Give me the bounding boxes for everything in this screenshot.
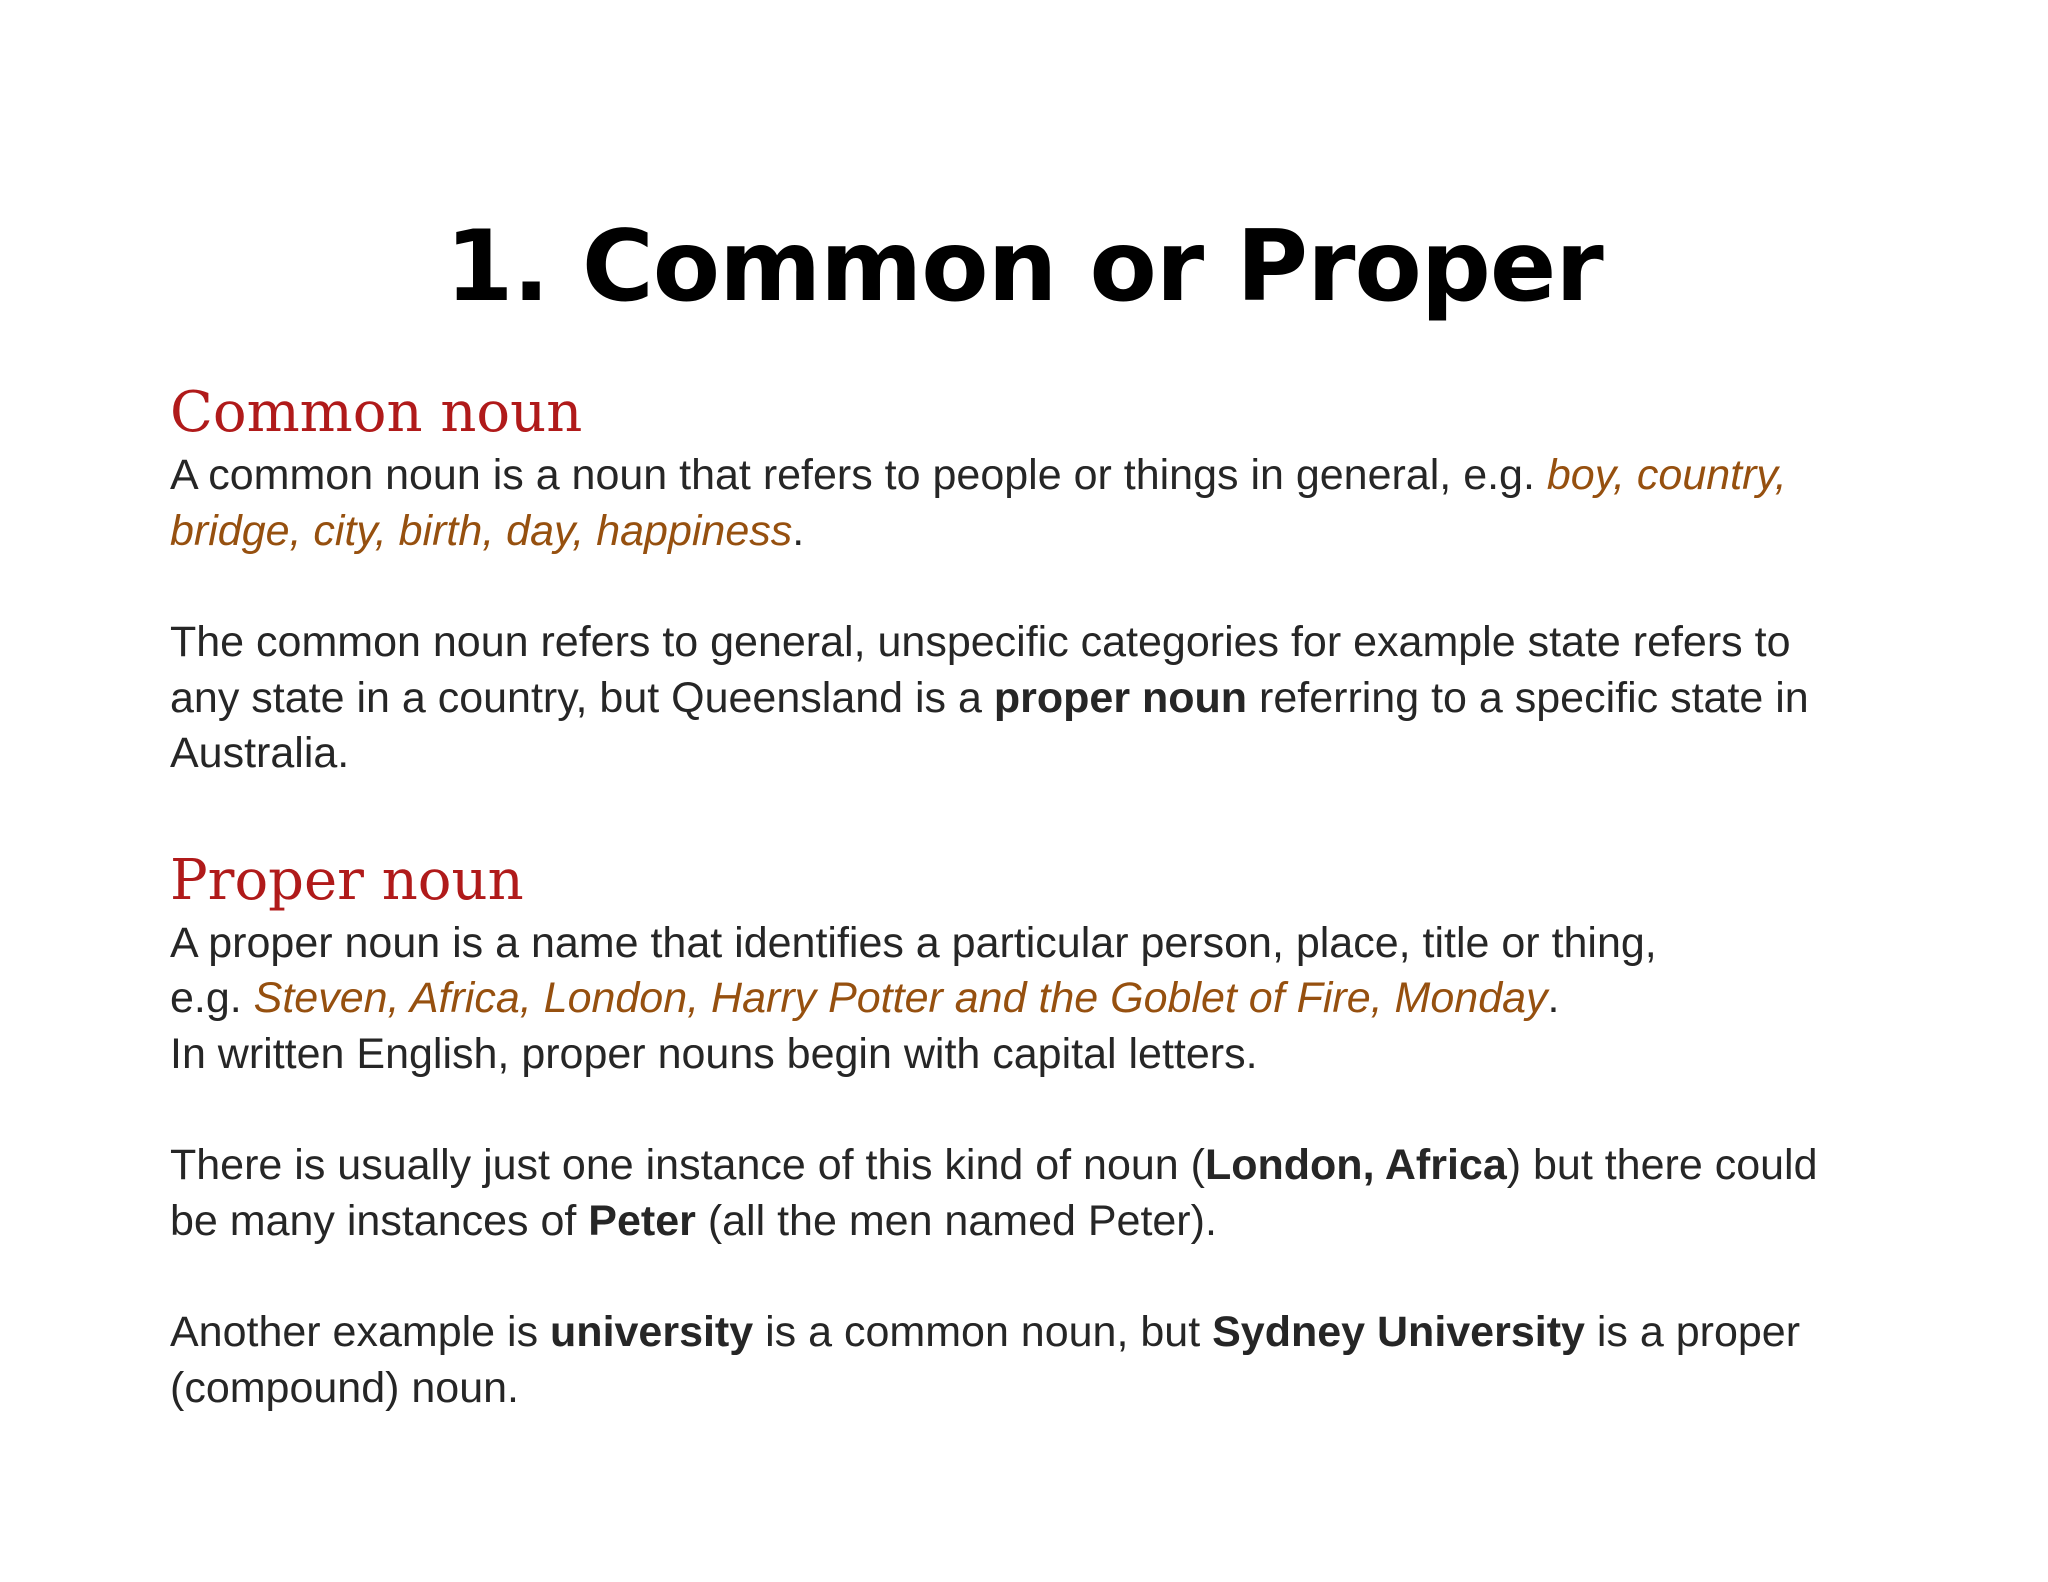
instances-part1: There is usually just one instance of this kind of noun ( [170, 1141, 1205, 1189]
common-noun-explanation [170, 615, 1830, 782]
common-definition-lead: A common noun is a noun that refers to people or things in general, e.g. [170, 451, 1547, 499]
proper-noun-another-example [170, 1305, 1830, 1416]
another-bold2: Sydney University [1212, 1308, 1585, 1356]
spacer [170, 1082, 1830, 1138]
spacer [170, 782, 1830, 846]
common-noun-examples: boy, country, bridge, city, birth, day, happiness [170, 451, 1787, 555]
instances-bold1: London, Africa [1204, 1141, 1507, 1189]
another-bold1: university [550, 1308, 754, 1356]
proper-noun-examples: Steven, Africa, London, Harry Potter and the Goblet of Fire, Monday [253, 974, 1548, 1022]
common-explanation-bold: proper noun [993, 673, 1248, 722]
common-explanation-part1: The common noun refers to general, unspecific categories for example state refers to any state in a country, but Queensland is a [170, 618, 1791, 722]
common-explanation-part2: referring to a specific state in Australia. [170, 673, 1809, 777]
proper-noun-definition [170, 916, 1830, 1083]
spacer [170, 1249, 1830, 1305]
common-noun-heading: Common noun [170, 380, 583, 445]
common-noun-definition [170, 448, 1830, 559]
another-part2: is a common noun, but [753, 1308, 1213, 1356]
slide-title: 1. Common or Proper [445, 210, 1603, 324]
proper-definition-eg: e.g. [170, 974, 254, 1022]
instances-part2: ) but there could be many instances of [170, 1141, 1818, 1245]
proper-noun-heading: Proper noun [170, 847, 524, 913]
instances-part3: (all the men named Peter). [695, 1196, 1217, 1245]
common-definition-end: . [792, 506, 805, 555]
another-part3: is a proper (compound) noun. [170, 1308, 1801, 1412]
proper-definition-end: . [1547, 974, 1560, 1022]
instances-bold2: Peter [588, 1196, 696, 1245]
spacer [170, 559, 1830, 615]
proper-definition-line3: In written English, proper nouns begin with capital letters. [170, 1029, 1258, 1078]
proper-noun-instances [170, 1138, 1830, 1249]
another-part1: Another example is [170, 1308, 551, 1356]
slide-content [170, 378, 1830, 1416]
proper-definition-line1: A proper noun is a name that identifies a particular person, place, title or thing, [170, 918, 1657, 967]
